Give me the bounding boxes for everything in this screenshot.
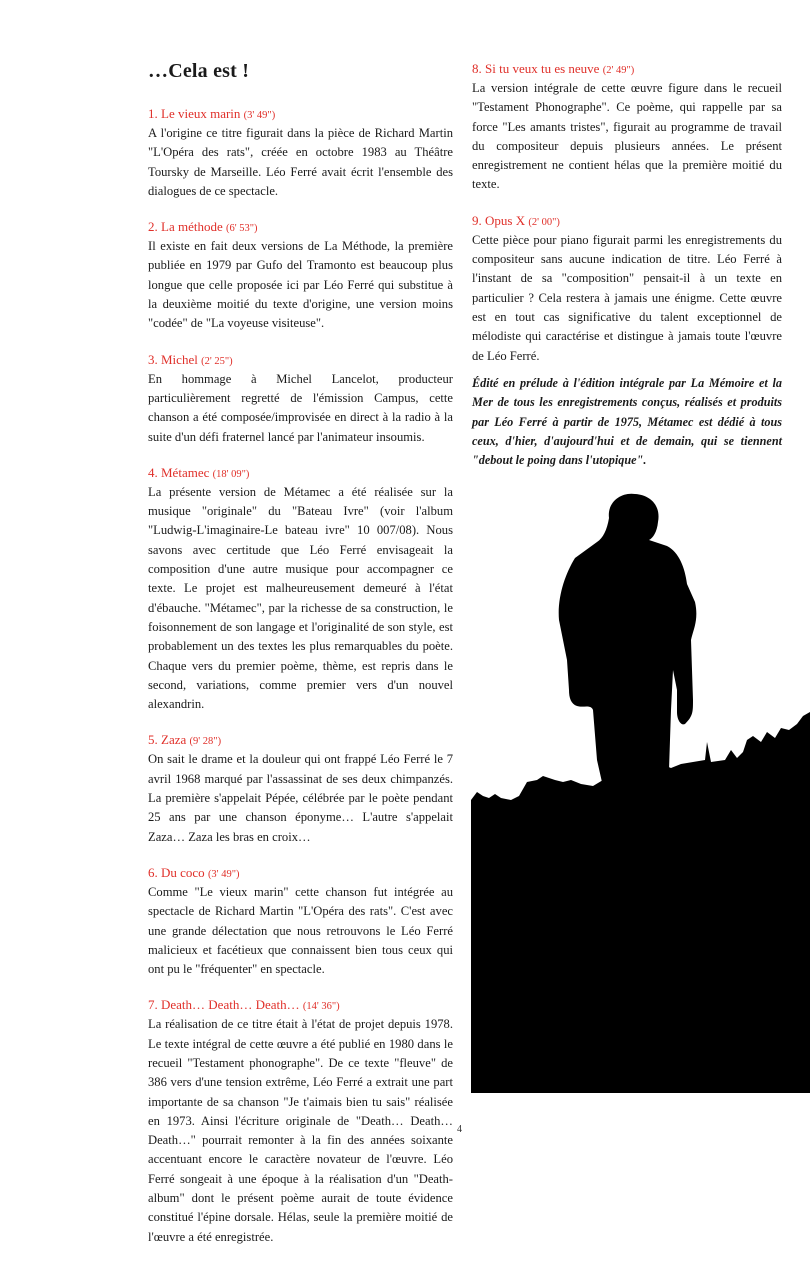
track-heading (148, 218, 453, 237)
track-heading (148, 731, 453, 750)
track-entry-4 (148, 464, 453, 715)
track-title: Michel (161, 351, 198, 367)
track-duration: (9' 28") (189, 736, 222, 748)
track-duration: (14' 36") (302, 1001, 340, 1013)
track-number: 7. (148, 997, 158, 1013)
track-heading (472, 60, 782, 79)
track-duration: (18' 09") (212, 468, 250, 480)
track-heading (472, 212, 782, 231)
track-duration: (3' 49") (207, 868, 240, 880)
track-duration: (2' 25") (201, 355, 233, 367)
track-title: Death… Death… Death… (161, 997, 300, 1013)
track-entry-5 (148, 731, 453, 846)
track-entry-3 (148, 351, 453, 447)
track-number: 8. (472, 61, 482, 76)
left-column (148, 60, 453, 1264)
track-number: 6. (148, 864, 158, 880)
track-number: 2. (148, 219, 158, 235)
walking-man-silhouette-icon (471, 480, 810, 1093)
track-entry-7 (148, 996, 453, 1247)
track-number: 9. (472, 212, 482, 228)
track-heading (148, 464, 453, 483)
track-description: Cette pièce pour piano figurait parmi les enregistrements du compositeur sans aucune indication de titre. Léo Ferré à l'instant de sa "composition" pensait-il à un texte en particulier ? Cela restera à jamais une énigme. Cette œuvre est en tout cas significative du talent exceptionnel de mélodiste qui caractérise et distingue à jamais toute l'œuvre de Léo Ferré. (472, 232, 782, 363)
track-title: La méthode (161, 219, 223, 235)
track-description: Comme "Le vieux marin" cette chanson fut intégrée au spectacle de Richard Martin "L'Opéra des rats". C'est avec une grande délectation que nous retrouvons le Léo Ferré malicieux et facétieux que connaissent bien tous ceux qui ont pu le "fréquenter" en spectacle. (148, 884, 453, 977)
track-description: Il existe en fait deux versions de La Méthode, la première publiée en 1979 par Gufo del Tramonto est beaucoup plus longue que celle proposée ici par Léo Ferré qui substitue à la deuxième moitié du texte d'origine, une version moins "codée" de "La voyeuse visiteuse". (148, 239, 453, 331)
dedication-text: Édité en prélude à l'édition intégrale par La Mémoire et la Mer de tous les enregistrements conçus, réalisés et produits par Léo Ferré à partir de 1975, Métamec est dédié à tous ceux, d'hier, d'aujourd'hui et de demain, qui se tiennent "debout le poing dans l'utopique". (472, 376, 782, 468)
track-entry-8 (472, 60, 782, 195)
track-title: Zaza (161, 732, 187, 748)
track-heading (148, 864, 453, 883)
page-title: …Cela est ! (148, 60, 250, 82)
track-duration: (2' 49") (602, 65, 635, 76)
track-duration: (3' 49") (243, 110, 276, 121)
track-description: On sait le drame et la douleur qui ont frappé Léo Ferré le 7 avril 1968 marqué par l'assassinat de ses deux chimpanzés. La première s'appelait Pépée, célébrée par le poète pendant 25 ans par une chanson éponyme… L'autre s'appelait Zaza… Zaza les bras en croix… (148, 752, 453, 844)
page-number: 4 (457, 1124, 462, 1135)
track-title: Si tu veux tu es neuve (485, 61, 600, 76)
track-duration: (6' 53") (225, 223, 258, 235)
track-entry-2 (148, 218, 453, 333)
track-description: En hommage à Michel Lancelot, producteur particulièrement regretté de l'émission Campus, cette chanson a été composée/improvisée en direct à la radio à la suite d'un défi fraternel lancé par l'animateur insoumis. (148, 371, 453, 444)
track-description: La présente version de Métamec a été réalisée sur la musique "originale" du "Bateau Ivre" (voir l'album "Ludwig-L'imaginaire-Le bateau ivre" 10 007/08). Nous savons avec certitude que Léo Ferré envisageait la composition d'une autre musique pour accompagner ce texte. Le projet est malheureusement demeuré à l'état d'ébauche. "Métamec", par la richesse de sa construction, le foisonnement de son langage et l'originalité de son style, est probablement un des textes les plus remarquables du poète. Chaque vers du premier poème, thème, est repris dans le second, variations, comme premier vers d'un nouvel alexandrin. (148, 484, 453, 712)
track-number: 3. (148, 351, 158, 367)
track-heading (148, 351, 453, 370)
track-number: 1. (148, 106, 158, 121)
silhouette-photo (471, 480, 810, 1093)
right-column (472, 60, 782, 383)
track-entry-6 (148, 864, 453, 979)
track-title: Opus X (485, 212, 526, 228)
track-title: Du coco (161, 864, 205, 880)
track-number: 4. (148, 464, 158, 480)
track-heading (148, 105, 453, 124)
track-description: La réalisation de ce titre était à l'état de projet depuis 1978. Le texte intégral de cette œuvre a été publié en 1980 dans le recueil "Testament phonographe". De ce texte "fleuve" de 386 vers d'une tension extrême, Léo Ferré a extrait une part importante de sa chanson "Je t'aimais bien tu sais" réalisée en 1973. Ainsi l'écriture originale de "Death… Death… Death…" pourrait remonter à la fin des années soixante accentuant encore le caractère novateur de l'œuvre. Léo Ferré songeait à une époque à la réalisation d'un "Death-album" dont le présent poème aurait de toute évidence constitué l'épine dorsale. Hélas, seule la première moitié de l'œuvre a été enregistrée. (148, 1017, 453, 1244)
track-entry-1 (148, 105, 453, 201)
track-heading (148, 996, 453, 1015)
track-entry-9 (472, 212, 782, 366)
track-description: La version intégrale de cette œuvre figure dans le recueil "Testament Phonographe". Ce poème, qui rappelle par sa force "Les amants tristes", figurait au programme de travail du compositeur depuis plusieurs années. Le présent enregistrement ne contient hélas que la première moitié du texte. (472, 81, 782, 192)
track-description: A l'origine ce titre figurait dans la pièce de Richard Martin "L'Opéra des rats", créée en octobre 1983 au Théâtre Toursky de Marseille. Léo Ferré avait écrit l'ensemble des dialogues de ce spectacle. (148, 126, 453, 198)
track-title: Métamec (161, 464, 210, 480)
track-title: Le vieux marin (161, 106, 241, 121)
track-duration: (2' 00") (528, 216, 560, 228)
track-number: 5. (148, 732, 158, 748)
